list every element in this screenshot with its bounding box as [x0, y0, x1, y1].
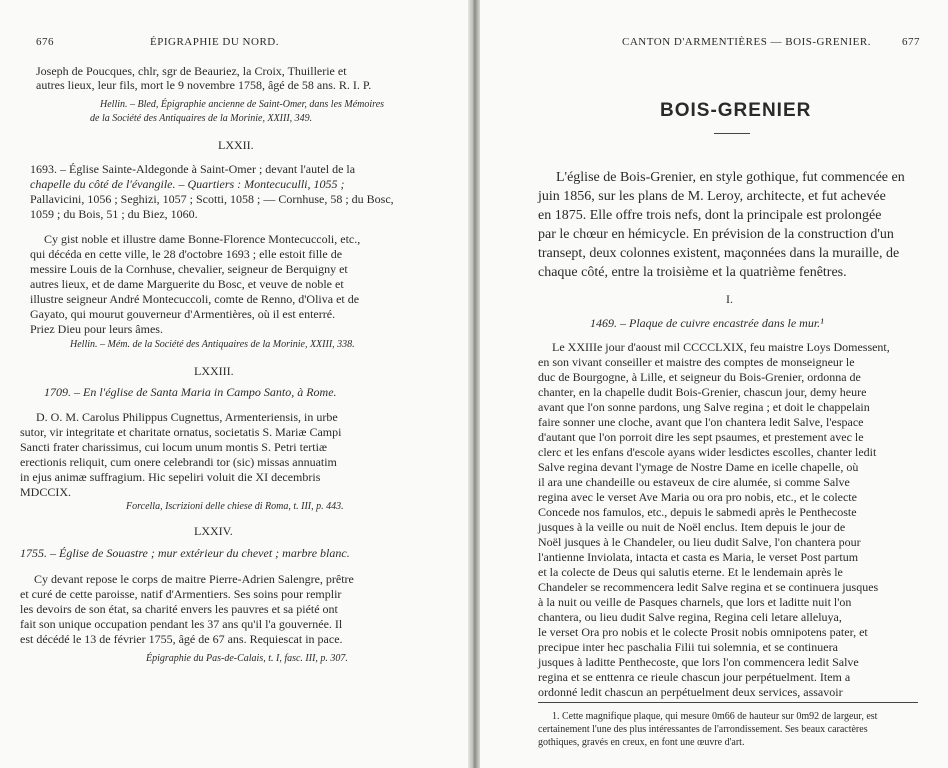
text-line: est décédé le 13 de février 1755, âgé de 67 ans. Requiescat in pace. — [20, 632, 343, 646]
text-line: Salve regina devant l'ymage de Nostre Dame en icelle chapelle, où — [538, 460, 859, 474]
text-line: qui décéda en cette ville, le 28 d'octobre 1693 ; elle estoit fille de — [30, 247, 343, 261]
intro-line: en 1875. Elle offre trois nefs, dont la principale est prolongée — [538, 208, 882, 223]
running-head: ÉPIGRAPHIE DU NORD. — [150, 36, 279, 48]
text-line: regina avec le verset Ave Maria ou ora pro nobis, etc., et le colecte — [538, 490, 857, 504]
text-line: en son vivant conseiller et maistre des comptes de monseigneur le — [538, 355, 855, 369]
text-line: Cy devant repose le corps de maitre Pierre-Adrien Salengre, prêtre — [34, 572, 354, 586]
entry-heading: 1469. – Plaque de cuivre encastrée dans le mur.¹ — [590, 316, 824, 330]
text-line: Le XXIIIe jour d'aoust mil CCCCLXIX, feu maistre Loys Domessent, — [552, 340, 890, 354]
text-line: faire sonner une cloche, avant que l'on chantera ledit Salve, l'espace — [538, 415, 864, 429]
intro-line: L'église de Bois-Grenier, en style gothique, fut commencée en — [556, 170, 905, 185]
text-line: jusques à la veille ou nuit de Noël enclus. Item depuis le jour de — [538, 520, 846, 534]
page-number: 676 — [36, 36, 54, 48]
text-line: chanter, en la chapelle dudit Bois-Grenier, chascun jour, demy heure — [538, 385, 867, 399]
text-line: d'autant que l'on porroit dire les sept psaumes, et prestement avec le — [538, 430, 864, 444]
text-line: Joseph de Poucques, chlr, sgr de Beauriez, la Croix, Thuillerie et — [36, 64, 347, 78]
text-line: clerc et les enfans d'escole ayans wider lesdictes escolles, chanter ledit — [538, 445, 877, 459]
intro-line: juin 1856, sur les plans de M. Leroy, architecte, et fut achevée — [538, 189, 886, 204]
citation: Hellin. – Mém. de la Société des Antiquaires de la Morinie, XXIII, 338. — [70, 339, 355, 350]
text-line: chantera, ou lieu dudit Salve regina, Regina celi letare alleluya, — [538, 610, 842, 624]
text-line: in ejus animæ suffragium. Hic sepeliri voluit die XI decembris — [20, 470, 321, 484]
intro-line: par le chœur en hémicycle. En prévision de la construction d'un — [538, 227, 894, 242]
citation: Hellin. – Bled, Épigraphie ancienne de Saint-Omer, dans les Mémoires — [100, 99, 385, 110]
footnote-line: certainement l'une des plus intéressantes de l'arrondissement. Ses beaux caractères — [538, 724, 868, 735]
footnote-line: 1. Cette magnifique plaque, qui mesure 0m66 de hauteur sur 0m92 de largeur, est — [552, 711, 878, 722]
right-page — [478, 0, 948, 768]
text-line: l'antienne Inviolata, intacta et casta es Maria, le verset Post partum — [538, 550, 859, 564]
text-line: les devoirs de son état, sa charité envers les pauvres et sa piété ont — [20, 602, 338, 616]
text-line: fait son unique occupation pendant les 37 ans qu'il l'a gouvernée. Il — [20, 617, 343, 631]
text-line: regina et se enttenra ce rieule chascun jour perpétuelment. Item a — [538, 670, 851, 684]
text-line: sutor, vir integritate et charitate ornatus, societatis S. Mariæ Campi — [20, 425, 342, 439]
text-line: Cy gist noble et illustre dame Bonne-Florence Montecuccoli, etc., — [44, 232, 361, 246]
text-line: et la colecte de Deus qui salutis eterne. Et le lendemain après le — [538, 565, 843, 579]
text-line: ordonné ledit chascun an perpétuelment deux services, assavoir — [538, 685, 843, 699]
intro-line: transept, deux colonnes existent, maçonnées dans la muraille, de — [538, 246, 900, 261]
page-title: BOIS-GRENIER — [660, 100, 812, 121]
entry-heading: 1709. – En l'église de Santa Maria in Campo Santo, à Rome. — [44, 385, 337, 399]
text-line: Gayato, qui mourut gouverneur d'Armentières, où il est enterré. — [30, 307, 336, 321]
citation: de la Société des Antiquaires de la Morinie, XXIII, 349. — [90, 113, 313, 124]
entry-heading: 1693. – Église Sainte-Aldegonde à Saint-Omer ; devant l'autel de la — [30, 162, 356, 176]
citation: Épigraphie du Pas-de-Calais, t. I, fasc. III, p. 307. — [146, 653, 348, 664]
page-number: 677 — [902, 36, 920, 48]
text-line: MDCCIX. — [20, 485, 72, 499]
text-line: il ara une chandeille ou estaveux de cire alumée, si comme Salve — [538, 475, 850, 489]
text-line: chapelle du côté de l'évangile. – Quartiers : Montecuculli, 1055 ; — [30, 177, 345, 191]
text-line: Pallavicini, 1056 ; Seghizi, 1057 ; Scotti, 1058 ; — Cornhuse, 58 ; du Bosc, — [30, 192, 394, 206]
section-number: LXXII. — [218, 138, 254, 152]
text-line: autres lieux, leur fils, mort le 9 novembre 1758, âgé de 58 ans. R. I. P. — [36, 78, 372, 92]
text-line: illustre seigneur André Montecuccoli, comte de Renno, d'Oliva et de — [30, 292, 360, 306]
text-line: precipue inter hec paschalia Filii tui solemnia, et se continuera — [538, 640, 838, 654]
text-line: avant que l'on sonne pardons, ung Salve regina ; et doit le chappelain — [538, 400, 870, 414]
text-line: et curé de cette paroisse, natif d'Armentiers. Ses soins pour remplir — [20, 587, 342, 601]
text-line: Concede nos famulos, etc., depuis le sabmedi après le Penthecoste — [538, 505, 857, 519]
footnote-line: gothiques, gravés en creux, en font une œuvre d'art. — [538, 737, 745, 748]
intro-line: chaque côté, entre la troisième et la quatrième fenêtres. — [538, 265, 847, 280]
text-line: autres lieux, et de dame Marguerite du Bosc, et veuve de noble et — [30, 277, 344, 291]
text-line: Priez Dieu pour leurs âmes. — [30, 322, 163, 336]
text-line: à la nuit ou veille de Pasques charnels, que lors et laditte nuit l'on — [538, 595, 852, 609]
running-head: CANTON D'ARMENTIÈRES — BOIS-GRENIER. — [622, 36, 871, 48]
footnote-rule — [538, 702, 918, 703]
section-number: LXXIII. — [194, 364, 234, 378]
text-line: D. O. M. Carolus Philippus Cugnettus, Armenteriensis, in urbe — [36, 410, 338, 424]
citation: Forcella, Iscrizioni delle chiese di Roma, t. III, p. 443. — [126, 501, 344, 512]
text-line: duc de Bourgogne, à Lille, et seigneur du Bois-Grenier, ordonna de — [538, 370, 861, 384]
left-page — [0, 0, 470, 768]
title-rule — [714, 133, 750, 134]
text-line: erectionis reliquit, cum onere celebrandi tor (sic) missas annuatim — [20, 455, 337, 469]
section-number: I. — [726, 292, 733, 306]
text-line: 1059 ; du Bois, 51 ; du Biez, 1060. — [30, 207, 198, 221]
entry-heading: 1755. – Église de Souastre ; mur extérieur du chevet ; marbre blanc. — [20, 546, 350, 560]
text-line: jusques à laditte Penthecoste, que lors l'on commencera ledit Salve — [538, 655, 859, 669]
text-line: le verset Ora pro nobis et le colecte Prosit nobis omnipotens pater, et — [538, 625, 868, 639]
text-line: messire Louis de la Cornhuse, chevalier, seigneur de Berquigny et — [30, 262, 348, 276]
text-line: Noël jusques à le Chandeler, ou lieu dudit Salve, l'on chantera pour — [538, 535, 861, 549]
text-line: Sancti frater charissimus, cui locum unum montis S. Petri tertiæ — [20, 440, 327, 454]
text-line: Chandeler se recommencera ledit Salve regina et se continuera jusques — [538, 580, 879, 594]
section-number: LXXIV. — [194, 524, 233, 538]
